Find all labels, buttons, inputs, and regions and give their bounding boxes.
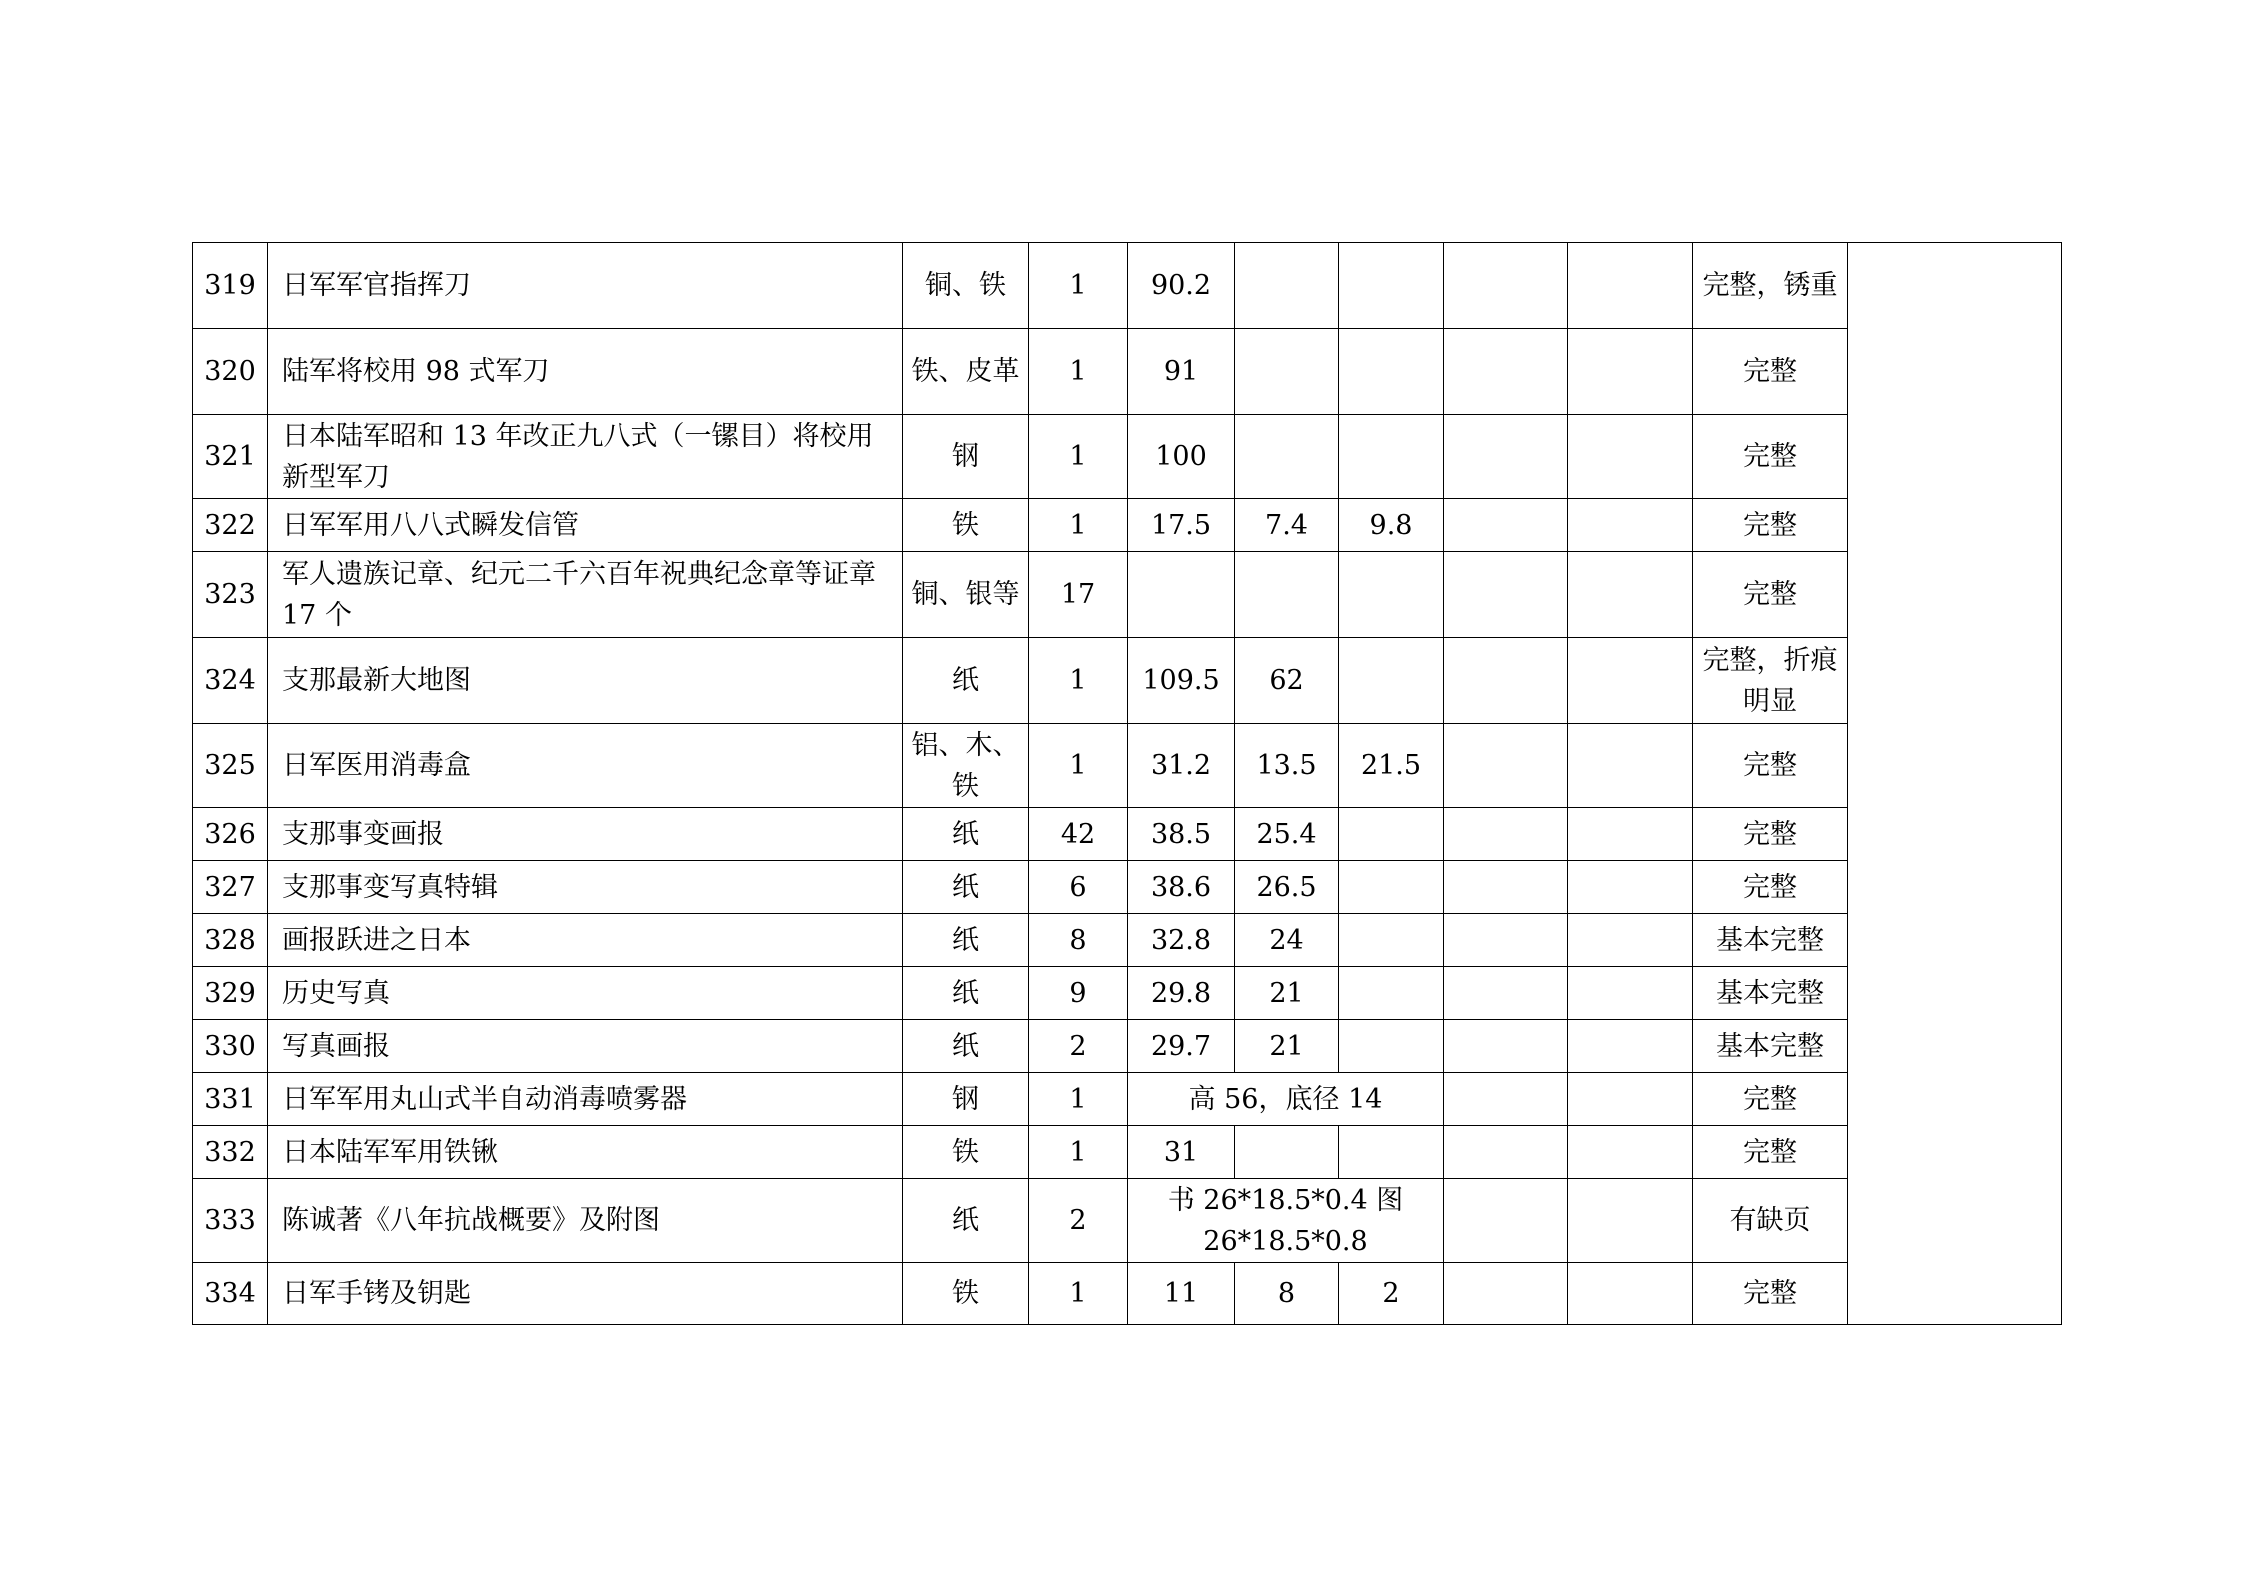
dimension-3-cell: 21.5 — [1339, 724, 1444, 808]
item-name-cell: 日军手铐及钥匙 — [268, 1263, 903, 1325]
material-cell: 铜、银等 — [903, 552, 1029, 638]
quantity-cell: 1 — [1029, 1073, 1128, 1126]
quantity-cell: 2 — [1029, 1179, 1128, 1263]
dimension-3-cell — [1339, 415, 1444, 499]
dimension-2-cell: 21 — [1235, 967, 1339, 1020]
dimensions-merged-cell: 书 26*18.5*0.4 图 26*18.5*0.8 — [1128, 1179, 1444, 1263]
material-cell: 纸 — [903, 914, 1029, 967]
item-number-cell: 332 — [193, 1126, 268, 1179]
dimension-3-cell — [1339, 638, 1444, 724]
dimension-3-cell — [1339, 329, 1444, 415]
table-row — [193, 861, 2062, 914]
dimension-2-cell — [1235, 415, 1339, 499]
item-name-cell: 日军军用丸山式半自动消毒喷雾器 — [268, 1073, 903, 1126]
quantity-cell: 42 — [1029, 808, 1128, 861]
item-number-cell: 328 — [193, 914, 268, 967]
condition-cell: 完整 — [1693, 1126, 1848, 1179]
dimension-1-cell: 38.6 — [1128, 861, 1235, 914]
dimension-2-cell — [1235, 552, 1339, 638]
dimension-2-cell: 8 — [1235, 1263, 1339, 1325]
item-number-cell: 319 — [193, 243, 268, 329]
material-cell: 钢 — [903, 415, 1029, 499]
condition-cell: 完整，锈重 — [1693, 243, 1848, 329]
blank-cell — [1444, 914, 1568, 967]
material-cell: 纸 — [903, 1020, 1029, 1073]
item-name-cell: 陆军将校用 98 式军刀 — [268, 329, 903, 415]
item-number-cell: 327 — [193, 861, 268, 914]
condition-cell: 完整 — [1693, 499, 1848, 552]
blank-cell — [1444, 1263, 1568, 1325]
dimension-3-cell — [1339, 967, 1444, 1020]
blank-cell — [1568, 967, 1693, 1020]
dimension-3-cell: 9.8 — [1339, 499, 1444, 552]
condition-cell: 完整 — [1693, 552, 1848, 638]
dimension-2-cell: 62 — [1235, 638, 1339, 724]
blank-cell — [1444, 638, 1568, 724]
condition-cell: 完整 — [1693, 1073, 1848, 1126]
blank-cell — [1568, 552, 1693, 638]
dimension-2-cell: 25.4 — [1235, 808, 1339, 861]
item-number-cell: 329 — [193, 967, 268, 1020]
material-cell: 纸 — [903, 808, 1029, 861]
quantity-cell: 2 — [1029, 1020, 1128, 1073]
item-name-cell: 日本陆军昭和 13 年改正九八式（一镙目）将校用新型军刀 — [268, 415, 903, 499]
quantity-cell: 1 — [1029, 499, 1128, 552]
material-cell: 钢 — [903, 1073, 1029, 1126]
material-cell: 铜、铁 — [903, 243, 1029, 329]
quantity-cell: 1 — [1029, 243, 1128, 329]
table-row — [193, 808, 2062, 861]
dimension-2-cell: 21 — [1235, 1020, 1339, 1073]
dimension-2-cell — [1235, 243, 1339, 329]
dimensions-merged-cell: 高 56，底径 14 — [1128, 1073, 1444, 1126]
blank-cell — [1568, 329, 1693, 415]
remarks-cell — [1848, 243, 2062, 1325]
item-number-cell: 323 — [193, 552, 268, 638]
material-cell: 纸 — [903, 861, 1029, 914]
material-cell: 铁 — [903, 499, 1029, 552]
quantity-cell: 1 — [1029, 329, 1128, 415]
blank-cell — [1444, 243, 1568, 329]
material-cell: 铁、皮革 — [903, 329, 1029, 415]
table-row — [193, 1126, 2062, 1179]
table-row — [193, 967, 2062, 1020]
quantity-cell: 1 — [1029, 638, 1128, 724]
table-row — [193, 415, 2062, 499]
table-row — [193, 914, 2062, 967]
item-name-cell: 历史写真 — [268, 967, 903, 1020]
item-name-cell: 支那事变写真特辑 — [268, 861, 903, 914]
table-row — [193, 329, 2062, 415]
dimension-1-cell: 90.2 — [1128, 243, 1235, 329]
dimension-1-cell: 17.5 — [1128, 499, 1235, 552]
blank-cell — [1568, 415, 1693, 499]
quantity-cell: 17 — [1029, 552, 1128, 638]
condition-cell: 完整 — [1693, 861, 1848, 914]
blank-cell — [1444, 1020, 1568, 1073]
dimension-3-cell: 2 — [1339, 1263, 1444, 1325]
item-number-cell: 331 — [193, 1073, 268, 1126]
inventory-table-body — [193, 243, 2062, 1325]
dimension-1-cell: 29.8 — [1128, 967, 1235, 1020]
dimension-1-cell: 31 — [1128, 1126, 1235, 1179]
blank-cell — [1568, 808, 1693, 861]
item-name-cell: 支那事变画报 — [268, 808, 903, 861]
condition-cell: 基本完整 — [1693, 1020, 1848, 1073]
dimension-3-cell — [1339, 1126, 1444, 1179]
blank-cell — [1568, 499, 1693, 552]
table-row — [193, 1263, 2062, 1325]
item-number-cell: 320 — [193, 329, 268, 415]
blank-cell — [1444, 967, 1568, 1020]
item-number-cell: 325 — [193, 724, 268, 808]
condition-cell: 基本完整 — [1693, 914, 1848, 967]
blank-cell — [1444, 808, 1568, 861]
blank-cell — [1444, 329, 1568, 415]
material-cell: 铁 — [903, 1126, 1029, 1179]
quantity-cell: 1 — [1029, 1263, 1128, 1325]
blank-cell — [1568, 638, 1693, 724]
table-row — [193, 552, 2062, 638]
table-row — [193, 724, 2062, 808]
table-row — [193, 638, 2062, 724]
condition-cell: 完整 — [1693, 329, 1848, 415]
condition-cell: 完整 — [1693, 1263, 1848, 1325]
item-name-cell: 日本陆军军用铁锹 — [268, 1126, 903, 1179]
quantity-cell: 1 — [1029, 1126, 1128, 1179]
blank-cell — [1568, 1126, 1693, 1179]
item-name-cell: 日军军用八八式瞬发信管 — [268, 499, 903, 552]
table-row — [193, 1073, 2062, 1126]
dimension-1-cell: 100 — [1128, 415, 1235, 499]
table-row — [193, 1020, 2062, 1073]
dimension-3-cell — [1339, 1020, 1444, 1073]
dimension-3-cell — [1339, 861, 1444, 914]
blank-cell — [1568, 1263, 1693, 1325]
condition-cell: 完整 — [1693, 808, 1848, 861]
item-name-cell: 日军医用消毒盒 — [268, 724, 903, 808]
condition-cell: 完整 — [1693, 724, 1848, 808]
table-row — [193, 499, 2062, 552]
condition-cell: 有缺页 — [1693, 1179, 1848, 1263]
dimension-1-cell: 91 — [1128, 329, 1235, 415]
item-name-cell: 陈诚著《八年抗战概要》及附图 — [268, 1179, 903, 1263]
dimension-2-cell — [1235, 1126, 1339, 1179]
item-name-cell: 画报跃进之日本 — [268, 914, 903, 967]
table-row — [193, 1179, 2062, 1263]
dimension-2-cell: 26.5 — [1235, 861, 1339, 914]
blank-cell — [1568, 1073, 1693, 1126]
condition-cell: 完整，折痕明显 — [1693, 638, 1848, 724]
material-cell: 纸 — [903, 1179, 1029, 1263]
dimension-1-cell: 38.5 — [1128, 808, 1235, 861]
dimension-2-cell: 7.4 — [1235, 499, 1339, 552]
item-number-cell: 322 — [193, 499, 268, 552]
condition-cell: 完整 — [1693, 415, 1848, 499]
blank-cell — [1444, 415, 1568, 499]
dimension-1-cell: 29.7 — [1128, 1020, 1235, 1073]
item-name-cell: 军人遗族记章、纪元二千六百年祝典纪念章等证章 17 个 — [268, 552, 903, 638]
item-name-cell: 支那最新大地图 — [268, 638, 903, 724]
blank-cell — [1568, 243, 1693, 329]
blank-cell — [1568, 861, 1693, 914]
item-name-cell: 写真画报 — [268, 1020, 903, 1073]
material-cell: 纸 — [903, 967, 1029, 1020]
item-number-cell: 321 — [193, 415, 268, 499]
dimension-3-cell — [1339, 552, 1444, 638]
inventory-table — [192, 242, 2062, 1325]
dimension-3-cell — [1339, 914, 1444, 967]
material-cell: 纸 — [903, 638, 1029, 724]
dimension-2-cell: 24 — [1235, 914, 1339, 967]
blank-cell — [1444, 1179, 1568, 1263]
condition-cell: 基本完整 — [1693, 967, 1848, 1020]
blank-cell — [1444, 724, 1568, 808]
quantity-cell: 8 — [1029, 914, 1128, 967]
item-number-cell: 326 — [193, 808, 268, 861]
dimension-1-cell: 109.5 — [1128, 638, 1235, 724]
quantity-cell: 6 — [1029, 861, 1128, 914]
dimension-1-cell — [1128, 552, 1235, 638]
quantity-cell: 9 — [1029, 967, 1128, 1020]
dimension-3-cell — [1339, 243, 1444, 329]
material-cell: 铝、木、铁 — [903, 724, 1029, 808]
blank-cell — [1568, 724, 1693, 808]
quantity-cell: 1 — [1029, 415, 1128, 499]
blank-cell — [1444, 1126, 1568, 1179]
dimension-3-cell — [1339, 808, 1444, 861]
item-number-cell: 334 — [193, 1263, 268, 1325]
table-row — [193, 243, 2062, 329]
blank-cell — [1568, 914, 1693, 967]
dimension-1-cell: 31.2 — [1128, 724, 1235, 808]
quantity-cell: 1 — [1029, 724, 1128, 808]
blank-cell — [1444, 499, 1568, 552]
dimension-2-cell — [1235, 329, 1339, 415]
blank-cell — [1444, 1073, 1568, 1126]
blank-cell — [1568, 1179, 1693, 1263]
dimension-2-cell: 13.5 — [1235, 724, 1339, 808]
item-number-cell: 330 — [193, 1020, 268, 1073]
dimension-1-cell: 11 — [1128, 1263, 1235, 1325]
item-name-cell: 日军军官指挥刀 — [268, 243, 903, 329]
blank-cell — [1444, 552, 1568, 638]
dimension-1-cell: 32.8 — [1128, 914, 1235, 967]
blank-cell — [1568, 1020, 1693, 1073]
blank-cell — [1444, 861, 1568, 914]
item-number-cell: 324 — [193, 638, 268, 724]
material-cell: 铁 — [903, 1263, 1029, 1325]
item-number-cell: 333 — [193, 1179, 268, 1263]
